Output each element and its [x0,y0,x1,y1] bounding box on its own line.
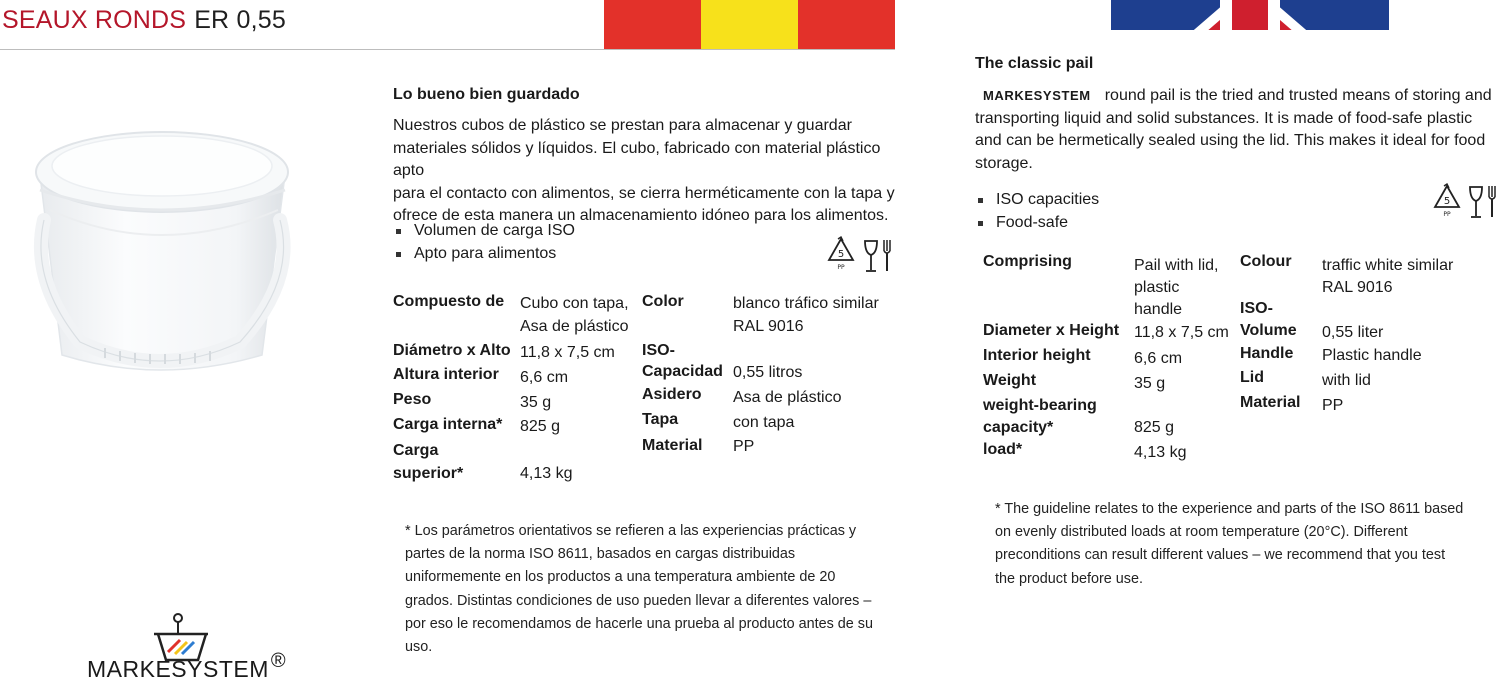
spanish-heading: Lo bueno bien guardado [393,86,580,103]
svg-text:PP: PP [837,264,845,271]
pail-image [10,80,340,415]
english-footnote: * The guideline relates to the experience and parts of the ISO 8611 based on evenly distributed loads at room temperature (20°C). Different preconditions can result different values – we recommend that you test the product before use. [995,501,1464,587]
svg-text:PP: PP [1443,211,1451,218]
logo-wordmark: MARKESYSTEM ® [87,650,287,682]
title-main: SEAUX RONDS [2,6,187,34]
english-heading: The classic pail [975,55,1094,72]
list-item: Food-safe [975,212,1099,235]
spanish-feature-list [393,220,575,265]
spain-flag-icon [604,0,895,49]
spanish-spec-table: Compuesto de Cubo con tapa, Asa de plástico Diámetro x Alto 11,8 x 7,5 cm Altura interior 6,6 cm Peso 35 g Carga interna* 825 g Carga superior* 4,13 kg Color blanco tráfico similar RAL 9016 ISO- Capacidad 0,55 litros Asidero Asa de plástico Tapa con tapa Material PP [393,293,879,482]
list-item: ISO capacities [975,189,1099,212]
food-safe-icon [1467,183,1499,226]
list-item: Volumen de carga ISO [393,220,575,243]
svg-text:5: 5 [837,249,845,260]
english-feature-list [975,189,1099,234]
english-spec-table: Comprising Diameter x Height Interior height Weight weight-bearing capacity* load* Pail with lid, plastic handle 11,8 x 7,5 cm 6,6 cm 35 g 825 g 4,13 kg Colour ISO- Volume Handle Lid Material traffic white similar RAL 9016 0,55 liter Plastic handle with lid PP [983,253,1454,461]
spanish-description: Nuestros cubos de plástico se prestan para almacenar y guardar materiales sólidos y líquidos. El cubo, fabricado con material plástico apto para el contacto con alimentos, se cierra herméticamente con la tapa y ofrece de esta manera un almacenamiento idóneo para los alimentos. [393,117,895,225]
list-item: Apto para alimentos [393,243,575,266]
brand-name: MARKESYSTEM [983,88,1091,103]
food-safe-icon [862,237,894,280]
english-description: MARKESYSTEM round pail is the tried and trusted means of storing and transporting liquid and solid substances. It is made of food-safe plastic and can be hermetically sealed using the lid. This makes it ideal for food storage. [975,87,1492,172]
title-code: ER 0,55 [194,6,286,34]
page-title [2,6,286,35]
recycle-pp-icon [826,236,856,277]
svg-text:5: 5 [1443,196,1451,207]
uk-flag-icon [1111,0,1389,40]
recycle-pp-icon [1432,183,1462,224]
spanish-footnote: * Los parámetros orientativos se refieren a las experiencias prácticas y partes de la norma ISO 8611, basados en cargas distribuidas uniformemente en los productos a una temperatura ambiente de 20 grados. Distintas condiciones de uso pueden llevar a diferentes valores – por eso le recomendamos de hacerle una prueba al producto antes de su uso. [405,523,873,656]
header-rule [0,49,895,50]
